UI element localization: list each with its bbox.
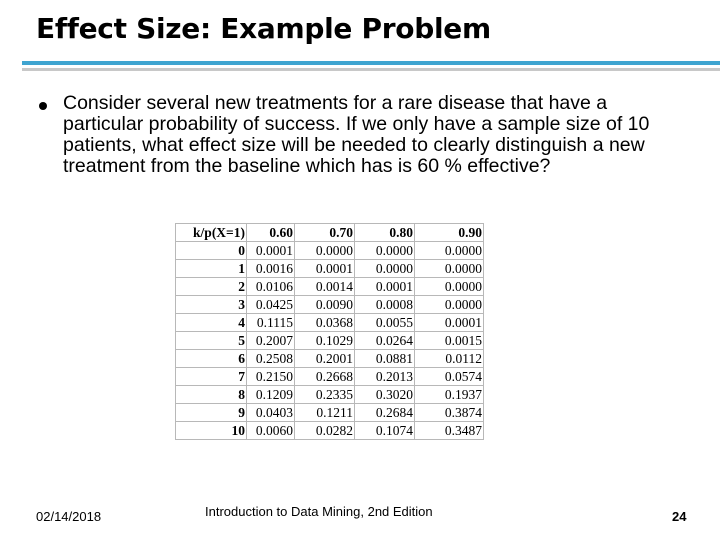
table-cell-prob: 0.0112 bbox=[415, 350, 484, 368]
table-cell-prob: 0.0001 bbox=[295, 260, 355, 278]
table-cell-prob: 0.2684 bbox=[355, 404, 415, 422]
bullet-text: Consider several new treatments for a rare disease that have a particular probability of success. If we only have a sample size of 10 patients, what effect size will be needed to clearly distinguish a new treatment from the baseline which has is 60 % effective? bbox=[63, 92, 650, 177]
table-cell-prob: 0.0106 bbox=[247, 278, 295, 296]
title-divider-gray bbox=[22, 68, 720, 71]
table-cell-k: 0 bbox=[176, 242, 247, 260]
table-cell-prob: 0.0000 bbox=[415, 296, 484, 314]
slide-title: Effect Size: Example Problem bbox=[36, 12, 491, 45]
footer-page-number: 24 bbox=[672, 509, 687, 524]
table-cell-prob: 0.3487 bbox=[415, 422, 484, 440]
table-cell-prob: 0.2007 bbox=[247, 332, 295, 350]
table-row bbox=[176, 296, 484, 314]
table-row bbox=[176, 260, 484, 278]
table-cell-prob: 0.0403 bbox=[247, 404, 295, 422]
table-cell-prob: 0.0014 bbox=[295, 278, 355, 296]
header-p-090: 0.90 bbox=[415, 224, 484, 242]
table-cell-prob: 0.2001 bbox=[295, 350, 355, 368]
table-cell-k: 10 bbox=[176, 422, 247, 440]
title-divider-blue bbox=[22, 61, 720, 65]
table-cell-prob: 0.2013 bbox=[355, 368, 415, 386]
table-cell-k: 7 bbox=[176, 368, 247, 386]
table-cell-prob: 0.0264 bbox=[355, 332, 415, 350]
table-cell-prob: 0.0001 bbox=[355, 278, 415, 296]
table-cell-prob: 0.0008 bbox=[355, 296, 415, 314]
table-cell-prob: 0.1209 bbox=[247, 386, 295, 404]
table-cell-prob: 0.0055 bbox=[355, 314, 415, 332]
table-row bbox=[176, 350, 484, 368]
table-cell-k: 4 bbox=[176, 314, 247, 332]
table-cell-prob: 0.1211 bbox=[295, 404, 355, 422]
header-p-070: 0.70 bbox=[295, 224, 355, 242]
table-cell-prob: 0.0001 bbox=[247, 242, 295, 260]
table-cell-k: 1 bbox=[176, 260, 247, 278]
bullet-icon bbox=[39, 102, 47, 110]
table-cell-prob: 0.0425 bbox=[247, 296, 295, 314]
table-cell-prob: 0.0015 bbox=[415, 332, 484, 350]
table-cell-k: 8 bbox=[176, 386, 247, 404]
table-cell-k: 6 bbox=[176, 350, 247, 368]
table-cell-prob: 0.1937 bbox=[415, 386, 484, 404]
table-cell-k: 9 bbox=[176, 404, 247, 422]
table-cell-prob: 0.2668 bbox=[295, 368, 355, 386]
table-cell-prob: 0.0001 bbox=[415, 314, 484, 332]
table-cell-prob: 0.1074 bbox=[355, 422, 415, 440]
table-cell-prob: 0.0000 bbox=[295, 242, 355, 260]
header-p-060: 0.60 bbox=[247, 224, 295, 242]
table-cell-k: 2 bbox=[176, 278, 247, 296]
table-row bbox=[176, 242, 484, 260]
table-row bbox=[176, 404, 484, 422]
table-row bbox=[176, 314, 484, 332]
table-row bbox=[176, 278, 484, 296]
table-cell-prob: 0.0574 bbox=[415, 368, 484, 386]
table-row bbox=[176, 368, 484, 386]
table-cell-prob: 0.0016 bbox=[247, 260, 295, 278]
table-cell-prob: 0.1115 bbox=[247, 314, 295, 332]
table-cell-prob: 0.0000 bbox=[415, 242, 484, 260]
binomial-probability-table bbox=[175, 223, 484, 440]
table-cell-prob: 0.0000 bbox=[355, 260, 415, 278]
header-k-p: k/p(X=1) bbox=[176, 224, 247, 242]
table-cell-prob: 0.0000 bbox=[415, 260, 484, 278]
table-cell-prob: 0.0368 bbox=[295, 314, 355, 332]
table-row bbox=[176, 386, 484, 404]
table-cell-prob: 0.0282 bbox=[295, 422, 355, 440]
table-header-row bbox=[176, 224, 484, 242]
footer-course-title: Introduction to Data Mining, 2nd Edition bbox=[205, 504, 433, 519]
table-cell-k: 5 bbox=[176, 332, 247, 350]
table-cell-prob: 0.2150 bbox=[247, 368, 295, 386]
table-row bbox=[176, 332, 484, 350]
table-cell-prob: 0.3874 bbox=[415, 404, 484, 422]
table-cell-prob: 0.2508 bbox=[247, 350, 295, 368]
table-cell-prob: 0.1029 bbox=[295, 332, 355, 350]
table-row bbox=[176, 422, 484, 440]
table-cell-prob: 0.0000 bbox=[415, 278, 484, 296]
table-cell-k: 3 bbox=[176, 296, 247, 314]
header-p-080: 0.80 bbox=[355, 224, 415, 242]
table-cell-prob: 0.0000 bbox=[355, 242, 415, 260]
footer-date: 02/14/2018 bbox=[36, 509, 102, 524]
table-cell-prob: 0.3020 bbox=[355, 386, 415, 404]
table-cell-prob: 0.2335 bbox=[295, 386, 355, 404]
table-cell-prob: 0.0060 bbox=[247, 422, 295, 440]
table-cell-prob: 0.0881 bbox=[355, 350, 415, 368]
table-cell-prob: 0.0090 bbox=[295, 296, 355, 314]
